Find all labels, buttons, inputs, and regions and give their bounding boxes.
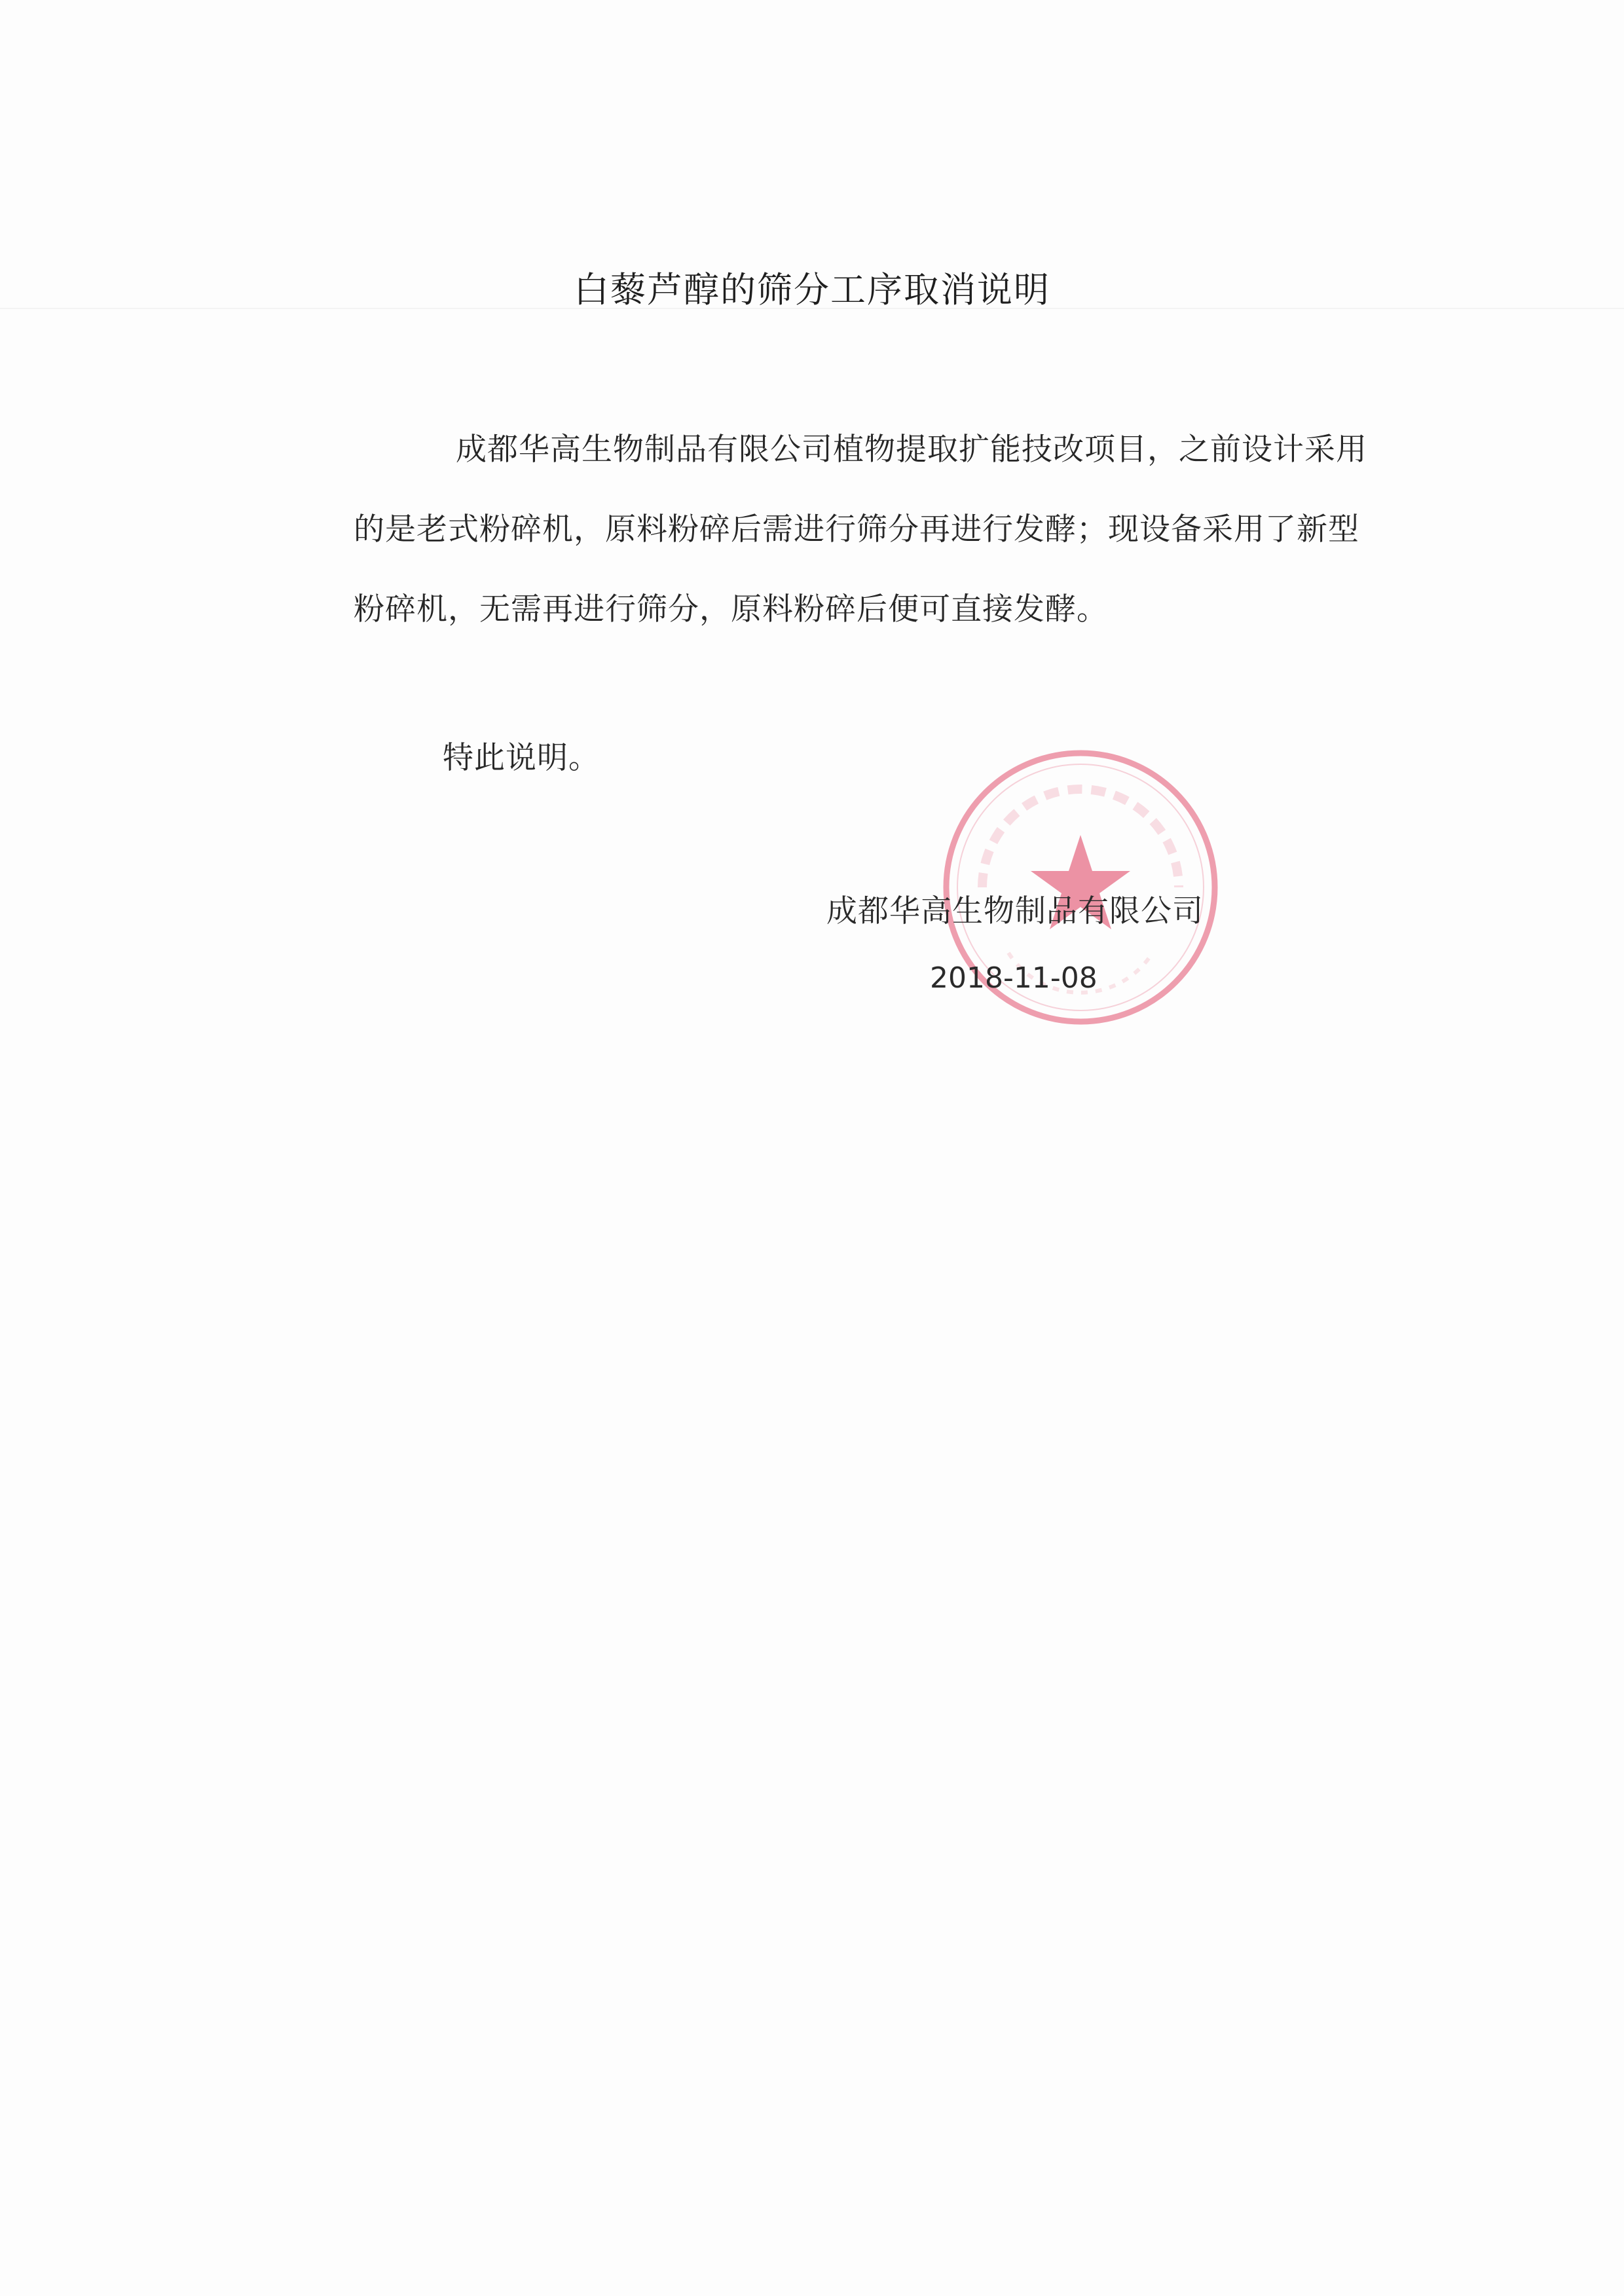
signing-date: 2018-11-08 — [930, 961, 1098, 995]
signing-company: 成都华高生物制品有限公司 — [826, 893, 1204, 929]
document-title: 白藜芦醇的筛分工序取消说明 — [574, 269, 1050, 310]
closing-statement: 特此说明。 — [443, 740, 600, 776]
body-paragraph: 成都华高生物制品有限公司植物提取扩能技改项目，之前设计采用的是老式粉碎机，原料粉碎后需进行筛分再进行发酵；现设备采用了新型粉碎机，无需再进行筛分，原料粉碎后便可直接发酵。 — [354, 432, 1367, 627]
